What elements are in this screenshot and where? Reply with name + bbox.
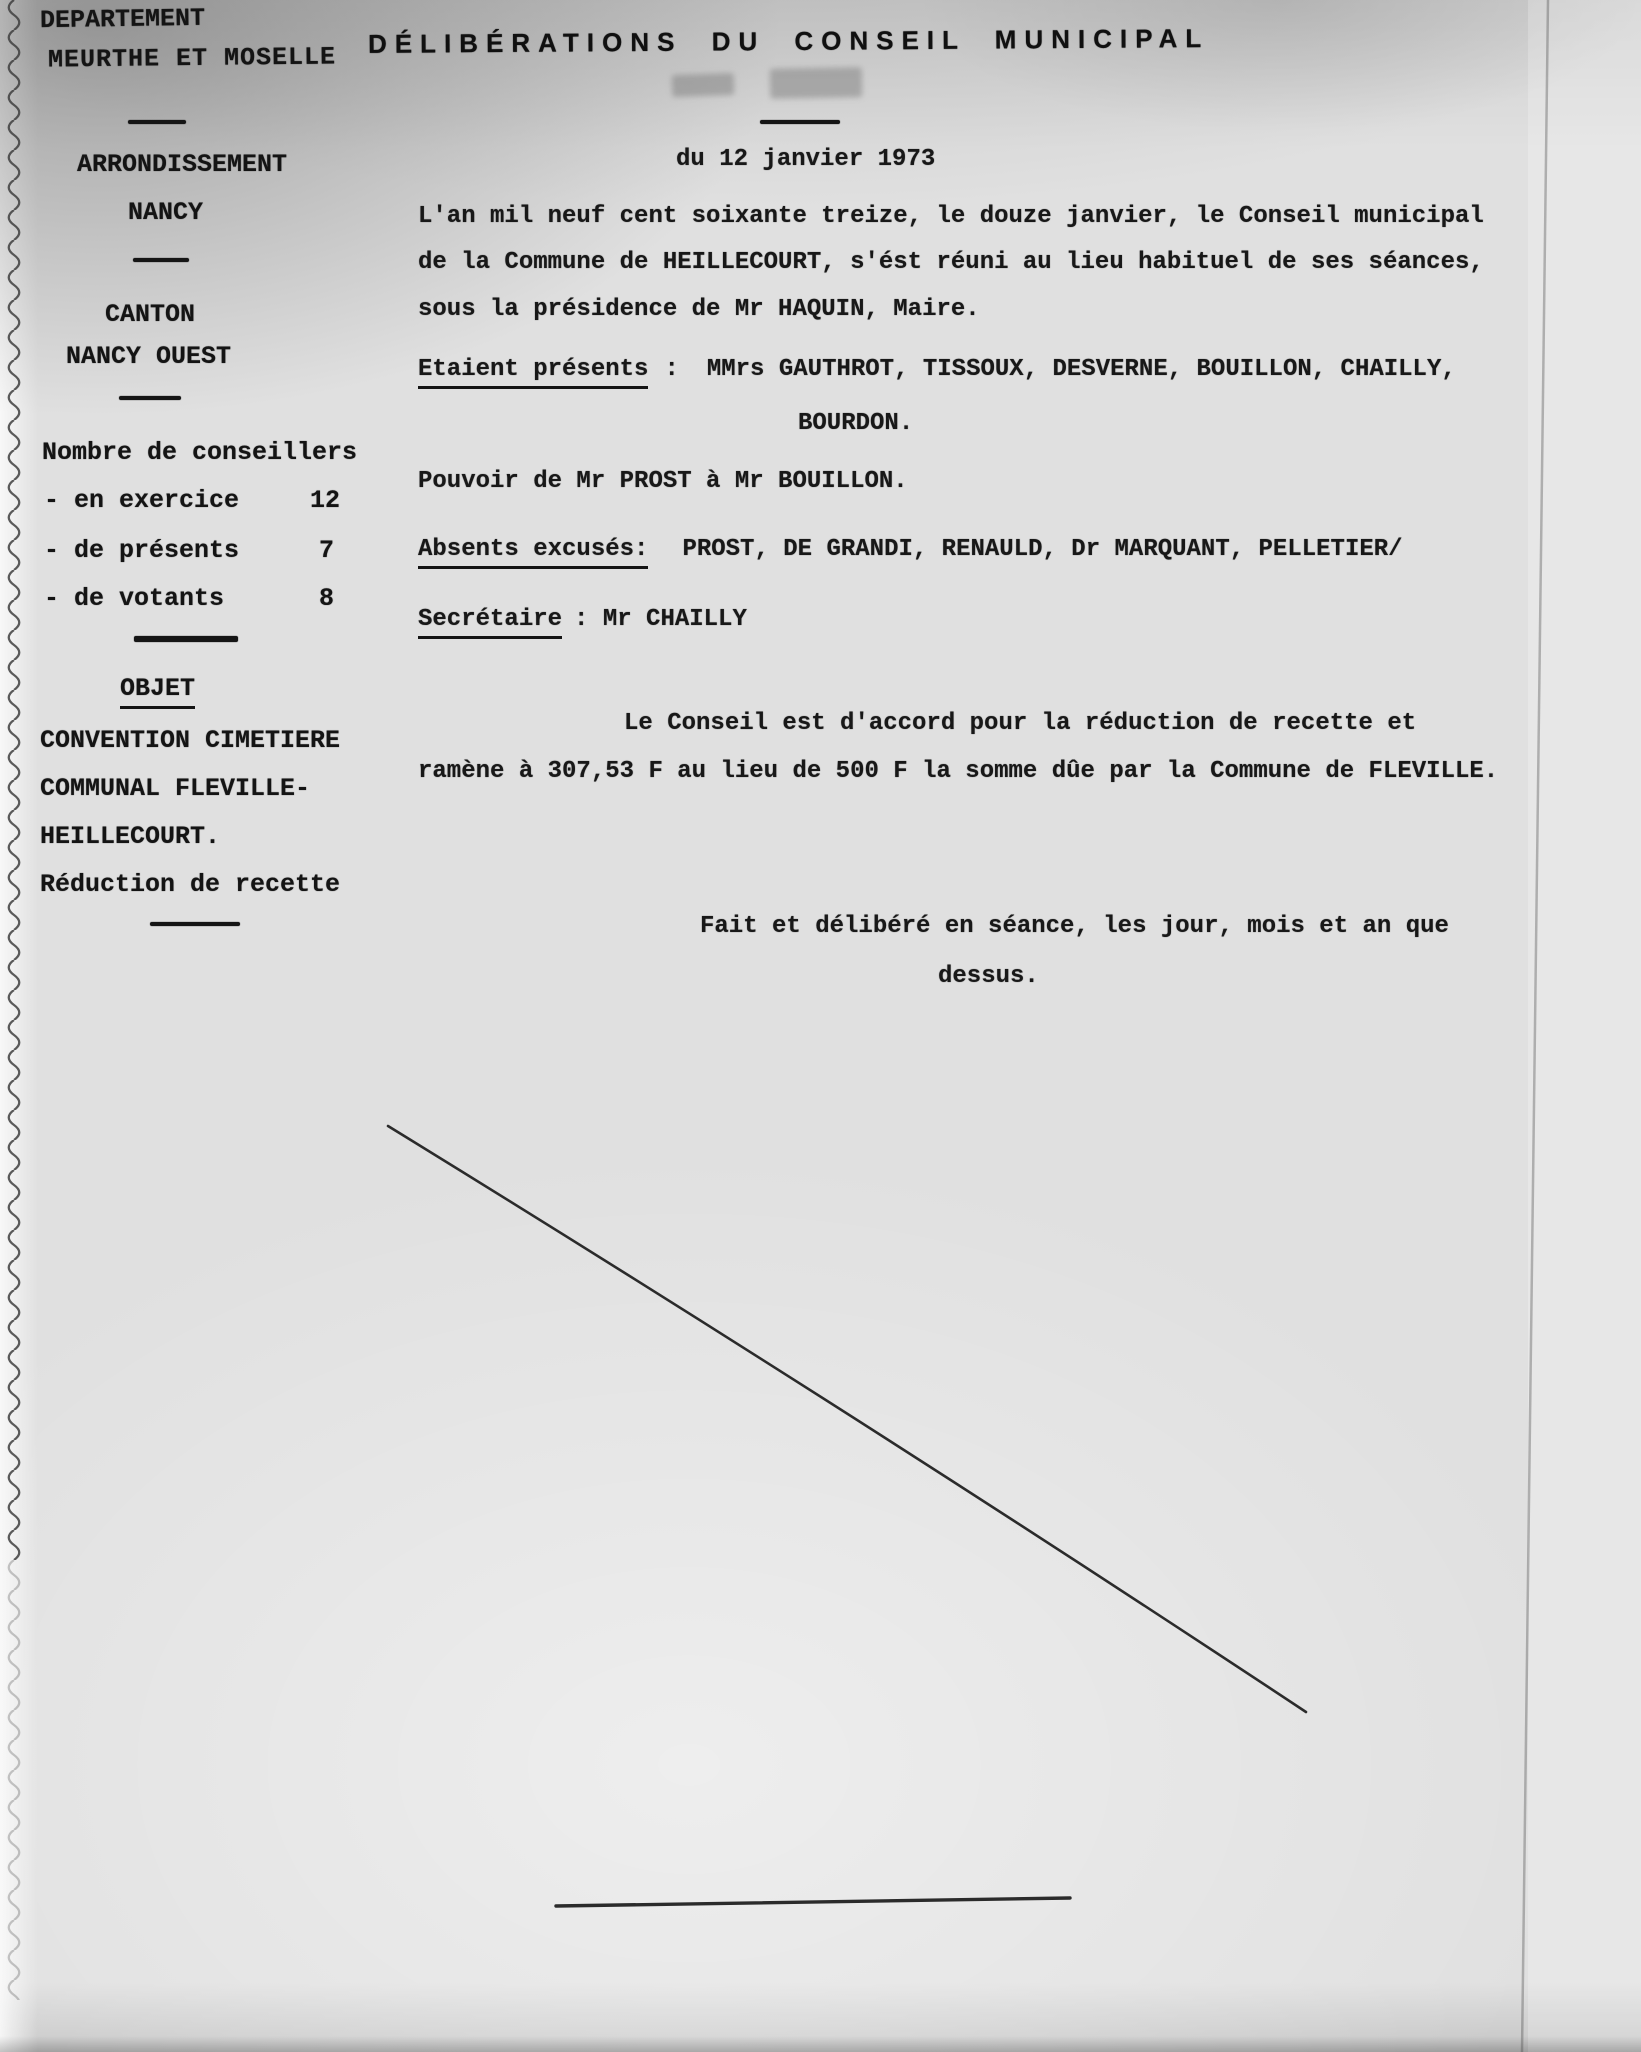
arrondissement-label: ARRONDISSEMENT xyxy=(77,150,288,179)
absents-names: PROST, DE GRANDI, RENAULD, Dr MARQUANT, PELLETIER/ xyxy=(682,536,1403,563)
pouvoir-line: Pouvoir de Mr PROST à Mr BOUILLON. xyxy=(418,468,908,495)
decision-line: ramène à 307,53 F au lieu de 500 F la somme dûe par la Commune de FLEVILLE. xyxy=(418,758,1499,785)
diagonal-pen-stroke xyxy=(388,1126,1306,1712)
counter-row xyxy=(44,486,340,515)
separator-dash-thick xyxy=(134,636,238,642)
counter-row xyxy=(44,536,334,565)
torn-edge-zigzag-faded xyxy=(6,1560,34,2000)
bottom-rule-line xyxy=(556,1898,1070,1906)
counter-label: - en exercice xyxy=(44,486,240,515)
closing-line: dessus. xyxy=(938,963,1039,990)
objet-line: Réduction de recette xyxy=(40,870,341,899)
opening-line: L'an mil neuf cent soixante treize, le douze janvier, le Conseil municipal xyxy=(418,203,1484,230)
objet-line: HEILLECOURT. xyxy=(40,822,221,851)
opening-line: sous la présidence de Mr HAQUIN, Maire. xyxy=(418,296,980,323)
session-date: du 12 janvier 1973 xyxy=(676,146,936,173)
counter-value: 12 xyxy=(309,486,340,515)
presents-label: Etaient présents xyxy=(418,356,648,389)
canton-value: NANCY OUEST xyxy=(66,342,232,371)
right-fold-band xyxy=(1528,0,1641,2052)
torn-edge-zigzag xyxy=(6,0,34,1560)
page-title: DÉLIBÉRATIONS DU CONSEIL MUNICIPAL xyxy=(367,23,1210,59)
presents-row xyxy=(418,356,1456,389)
separator-dash xyxy=(128,120,186,124)
separator-dash xyxy=(150,922,240,926)
erased-text-smudge xyxy=(770,67,863,99)
separator-dash xyxy=(119,396,181,400)
closing-line: Fait et délibéré en séance, les jour, mois et an que xyxy=(700,913,1449,940)
counter-label: - de votants xyxy=(44,584,225,613)
arrondissement-value: NANCY xyxy=(128,198,204,227)
secretaire-value: : Mr CHAILLY xyxy=(574,606,747,633)
erased-text-smudge xyxy=(672,73,735,97)
counters-title: Nombre de conseillers xyxy=(42,438,358,467)
counter-label: - de présents xyxy=(44,536,240,565)
canton-label: CANTON xyxy=(105,300,196,329)
absents-label: Absents excusés: xyxy=(418,536,648,569)
absents-row xyxy=(418,536,1403,569)
bottom-edge-shadow xyxy=(0,2036,1641,2052)
counter-value: 7 xyxy=(318,536,334,565)
title-underline xyxy=(760,120,840,124)
separator-dash xyxy=(133,258,189,262)
secretaire-row xyxy=(418,606,747,639)
decision-line: Le Conseil est d'accord pour la réduction de recette et xyxy=(624,710,1417,737)
objet-line: COMMUNAL FLEVILLE- xyxy=(40,774,311,803)
secretaire-label: Secrétaire xyxy=(418,606,562,639)
presents-colon: : xyxy=(664,356,679,383)
opening-line: de la Commune de HEILLECOURT, s'ést réuni au lieu habituel de ses séances, xyxy=(418,249,1484,276)
departement-value: MEURTHE ET MOSELLE xyxy=(47,42,337,75)
objet-label-text: OBJET xyxy=(120,674,195,709)
counter-value: 8 xyxy=(318,584,334,613)
counter-row xyxy=(44,584,334,613)
presents-names: MMrs GAUTHROT, TISSOUX, DESVERNE, BOUILLON, CHAILLY, xyxy=(706,356,1456,383)
departement-label: DEPARTEMENT xyxy=(39,3,206,36)
presents-names-continued: BOURDON. xyxy=(798,410,914,437)
objet-line: CONVENTION CIMETIERE xyxy=(40,726,341,755)
objet-label xyxy=(120,674,195,703)
